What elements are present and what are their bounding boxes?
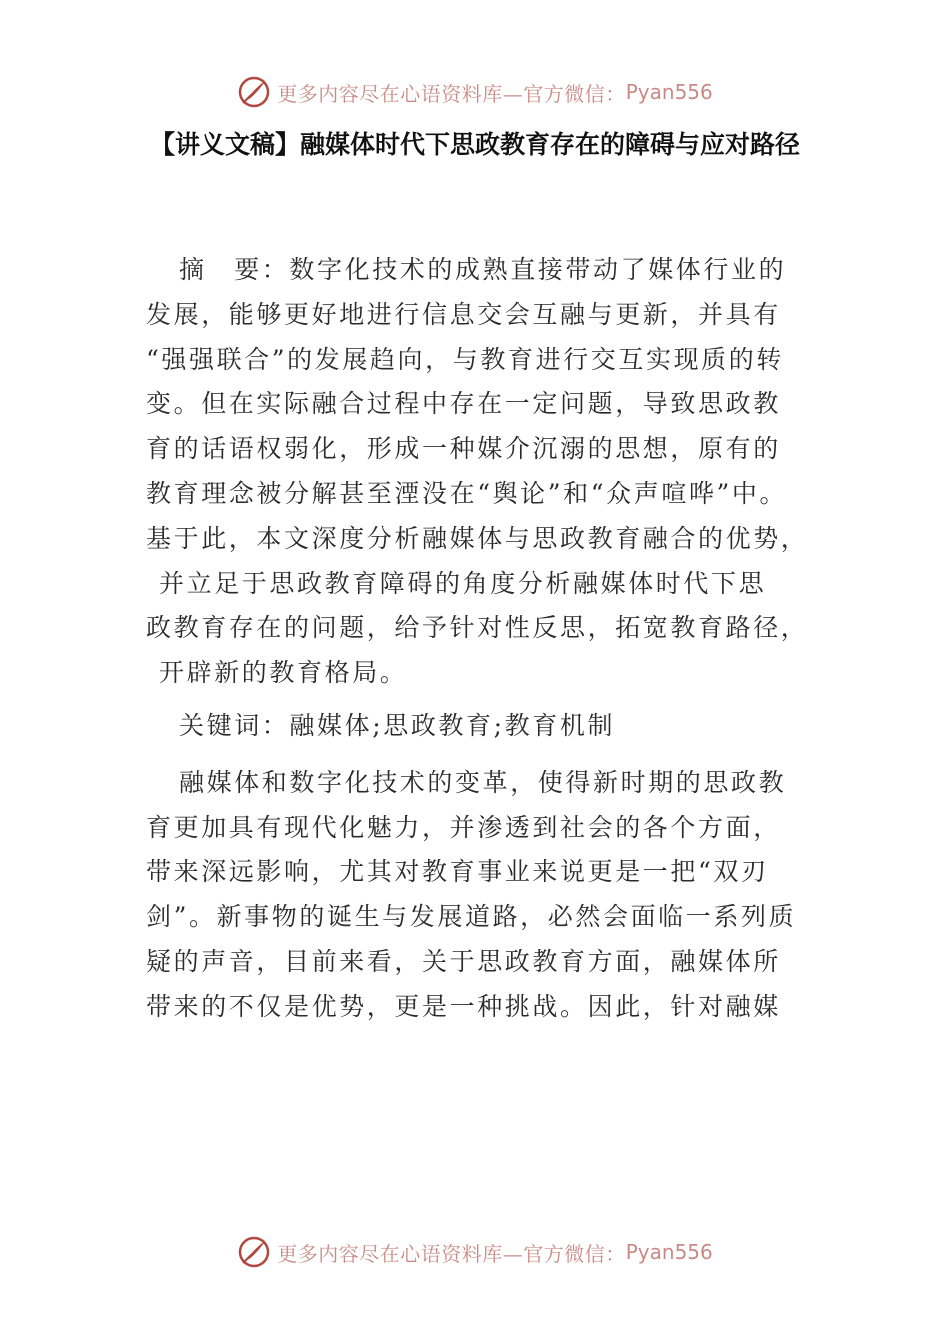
document-title: 【讲义文稿】融媒体时代下思政教育存在的障碍与应对路径 [149,130,800,159]
paragraph-line: 融媒体和数字化技术的变革，使得新时期的思政教 [179,767,787,797]
watermark-wechat-id: Pyan556 [625,1240,713,1264]
body-paragraph [146,761,810,1030]
paragraph-line: 疑的声音，目前来看，关于思政教育方面，融媒体所 [146,946,781,976]
paragraph-line: 剑”。新事物的诞生与发展道路，必然会面临一系列质 [146,902,797,932]
abstract-line: 政教育存在的问题，给予针对性反思，拓宽教育路径， [146,613,809,643]
abstract-line: 基于此，本文深度分析融媒体与思政教育融合的优势， [146,523,809,553]
abstract-line: 发展，能够更好地进行信息交会互融与更新，并具有 [146,299,781,329]
feather-circle-logo [237,1235,271,1269]
paragraph-line: 带来的不仅是优势，更是一种挑战。因此，针对融媒 [146,991,781,1021]
watermark-wechat-id: Pyan556 [625,80,713,104]
abstract-line: 育的话语权弱化，形成一种媒介沉溺的思想，原有的 [146,434,781,464]
abstract-paragraph [146,248,810,696]
abstract-line: 开辟新的教育格局。 [159,658,408,688]
abstract-line: 变。但在实际融合过程中存在一定问题，导致思政教 [146,389,781,419]
abstract-line: 教育理念被分解甚至湮没在“舆论”和“众声喧哗”中。 [146,478,788,508]
watermark-banner-bottom [0,1232,950,1272]
keywords-line: 关键词：融媒体;思政教育;教育机制 [179,710,616,740]
paragraph-line: 育更加具有现代化魅力，并渗透到社会的各个方面， [146,812,781,842]
abstract-line: 并立足于思政教育障碍的角度分析融媒体时代下思 [159,568,767,598]
abstract-line: “强强联合”的发展趋向，与教育进行交互实现质的转 [146,344,784,374]
paragraph-line: 带来深远影响，尤其对教育事业来说更是一把“双刃 [146,857,769,887]
watermark-banner-top [0,72,950,112]
watermark-text: 更多内容尽在心语资料库—官方微信： [277,81,626,106]
abstract-line: 摘 要：数字化技术的成熟直接带动了媒体行业的 [179,255,787,284]
feather-circle-logo [237,75,271,109]
document-body [146,248,810,1030]
watermark-text: 更多内容尽在心语资料库—官方微信： [277,1241,626,1266]
